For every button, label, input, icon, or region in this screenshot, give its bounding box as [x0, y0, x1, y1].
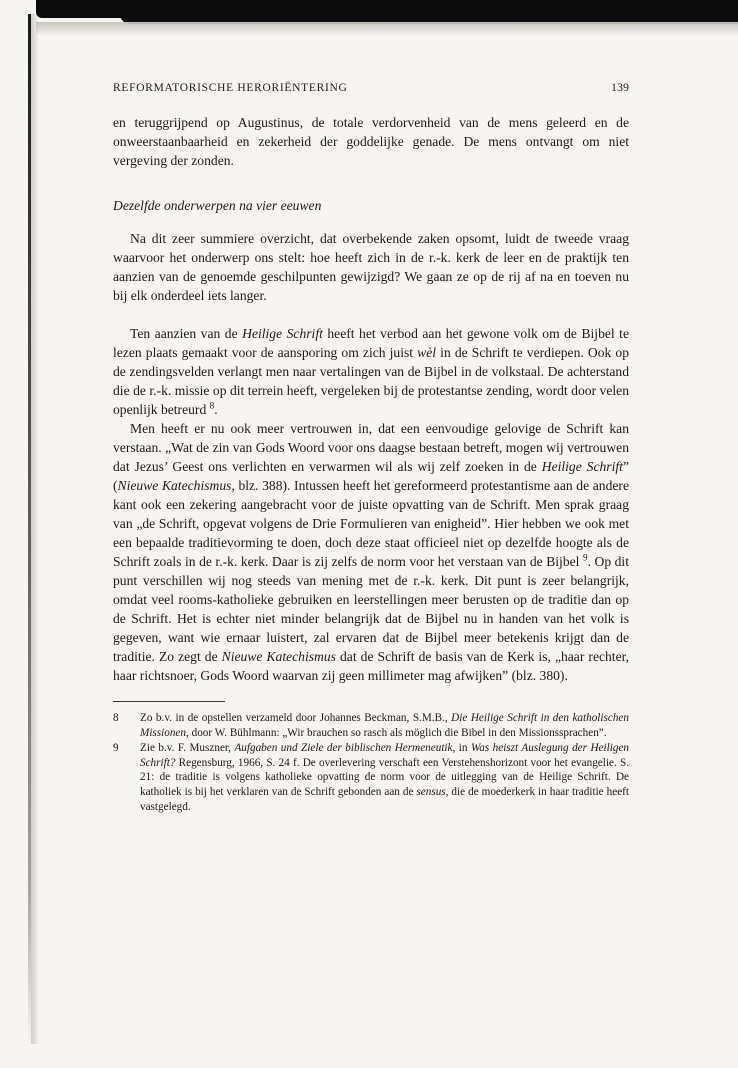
page-number: 139: [611, 80, 629, 94]
paragraph-vertrouwen: Men heeft er nu ook meer vertrouwen in, dat een eenvoudige gelovige de Schrift kan verstaan. „Wat de zin van Gods Woord voor ons daagse bestaan betreft, mogen wij vertrouwen dat Jezus’ Geest ons verlichten en verwarmen wil als wij zelf zoeken in de Heilige Schrift” (Nieuwe Katechismus, blz. 388). Intussen heeft het gereformeerd protestantisme aan de andere kant ook een zekering aangebracht voor de juiste opvatting van de Schrift. Men sprak graag van „de Schrift, opgevat volgens de Drie Formulieren van enigheid”. Hier hebben we ook met een bepaalde traditievorming te doen, doch deze staat officieel niet op dezelfde hoogte als de Schrift zoals in de r.-k. kerk. Daar is zij zelfs de norm voor het verstaan van de Bijbel $^9$. Op dit punt verschillen wij nog steeds van mening met de r.-k. kerk. Dit punt is zeer belangrijk, omdat veel rooms-katholieke gebruiken en leerstellingen meer berusten op de traditie dan op de Schrift. Het is echter niet minder belangrijk dat de Bijbel nu in handen van het volk is gegeven, want wie ernaar luistert, zal ervaren dat de Bijbel meer betekenis krijgt dan de traditie. Zo zegt de Nieuwe Katechismus dat de Schrift de basis van de Kerk is, „haar rechter, haar richtsnoer, Gods Woord waarvan zij geen millimeter mag afwijken” (blz. 380).: [113, 421, 629, 683]
paragraph-heilige-schrift: Ten aanzien van de Heilige Schrift heeft het verbod aan het gewone volk om de Bijbel te lezen plaats gemaakt voor de aansporing om zich juist wèl in de Schrift te verdiepen. Ook op de zendingsvelden verlangt men naar vertalingen van de Bijbel in de volkstaal. De achterstand die de r.-k. missie op dit terrein heeft, vergeleken bij de protestantse zending, wordt door velen openlijk betreurd $^8$.: [113, 326, 629, 417]
scan-artifact-top-edge-thick: [120, 0, 738, 24]
footnote: [113, 741, 629, 814]
scan-artifact-left-shadow: [31, 14, 39, 1044]
running-header-title: REFORMATORISCHE HERORIËNTERING: [113, 82, 348, 94]
paragraph-overview: Na dit zeer summiere overzicht, dat overbekende zaken opsomt, luidt de tweede vraag waarvoor het onderwerp ons stelt: hoe heeft zich in de r.-k. kerk de leer en de praktijk ten aanzien van de genoemde geschilpunten gewijzigd? We gaan ze op de rij af na en toeven nu bij elk onderdeel iets langer.: [113, 231, 629, 303]
footnote: [113, 711, 629, 740]
page-content: [113, 80, 629, 814]
footnote-number: 9: [113, 742, 119, 755]
scan-artifact-top-shadow: [36, 22, 738, 36]
footnote-text: Zie b.v. F. Muszner, Aufgaben und Ziele der biblischen Hermeneutik, in Was heiszt Auslegung der Heiligen Schrift? Regensburg, 1966, S. 24 f. De overlevering verschaft een Verstehenshorizont voor het evangelie. S. 21: de traditie is volgens katholieke opvatting de norm voor de uitlegging van de Heilige Schrift. De katholiek is bij het verklaren van de Schrift gebonden aan de sensus, die de moederkerk in haar traditie heeft vastgelegd.: [140, 742, 629, 813]
footnote-separator: [113, 701, 225, 702]
section-heading: Dezelfde onderwerpen na vier eeuwen: [113, 198, 322, 213]
footnotes: [113, 711, 629, 814]
running-header: [113, 80, 629, 95]
footnote-number: 8: [113, 712, 119, 724]
paragraph-intro: en teruggrijpend op Augustinus, de totale verdorvenheid van de mens geleerd en de onweerstaanbaarheid en zekerheid der goddelijke genade. De mens ontvangt om niet vergeving der zonden.: [113, 115, 629, 168]
footnote-text: Zo b.v. in de opstellen verzameld door Johannes Beckman, S.M.B., Die Heilige Schrift in den katholischen Missionen, door W. Bühlmann: „Wir brauchen so rasch als möglich die Bibel in den Missionssprachen”.: [140, 712, 629, 739]
